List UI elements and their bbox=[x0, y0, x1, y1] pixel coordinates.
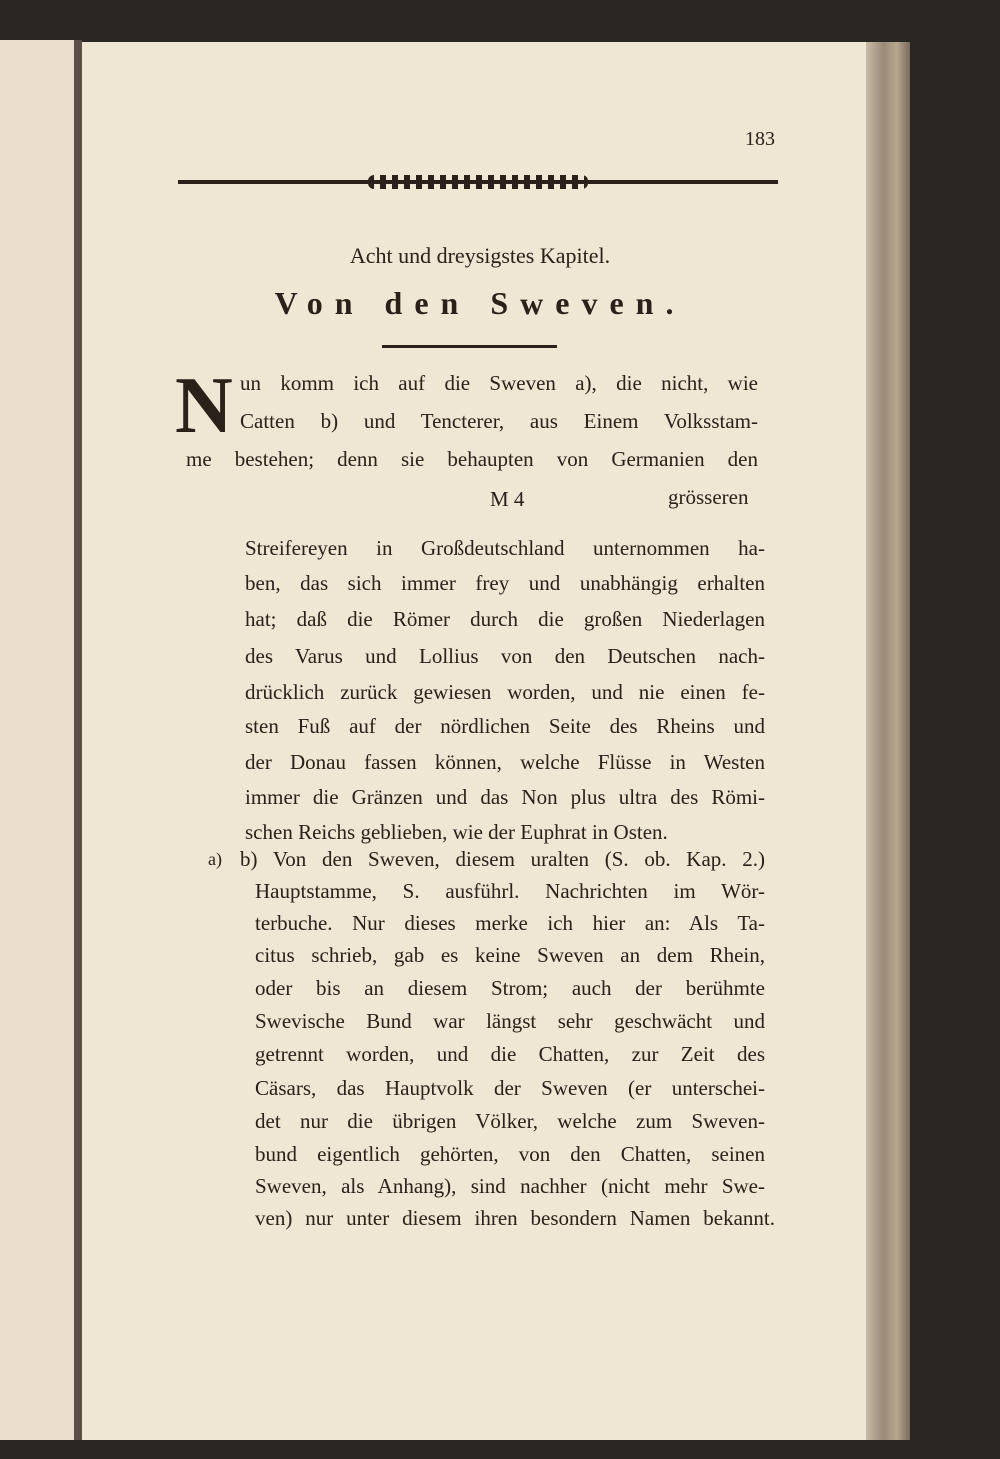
text-line: drücklich zurück gewiesen worden, und nie einen fe- bbox=[245, 680, 765, 704]
catchword: grösseren bbox=[668, 485, 749, 509]
page-edges bbox=[866, 42, 910, 1440]
text-line: der Donau fassen können, welche Flüsse in Westen bbox=[245, 750, 765, 774]
text-line: immer die Gränzen und das Non plus ultra des Römi- bbox=[245, 785, 765, 809]
text-line: Catten b) und Tencterer, aus Einem Volksstam- bbox=[240, 409, 758, 433]
text-line: hat; daß die Römer durch die großen Niederlagen bbox=[245, 607, 765, 631]
footnote-line: Cäsars, das Hauptvolk der Sweven (er unterschei- bbox=[255, 1076, 765, 1100]
footnote-line: getrennt worden, und die Chatten, zur Zeit des bbox=[255, 1042, 765, 1066]
page-number: 183 bbox=[745, 128, 775, 150]
footnote-line: Swevische Bund war längst sehr geschwächt und bbox=[255, 1009, 765, 1033]
footnote-line: b) Von den Sweven, diesem uralten (S. ob. Kap. 2.) bbox=[240, 847, 765, 871]
header-ornament bbox=[178, 175, 778, 189]
text-line: sten Fuß auf der nördlichen Seite des Rheins und bbox=[245, 714, 765, 738]
footnote-line: bund eigentlich gehörten, von den Chatten, seinen bbox=[255, 1142, 765, 1166]
footnote-line: det nur die übrigen Völker, welche zum Sweven- bbox=[255, 1109, 765, 1133]
chapter-heading: Acht und dreysigstes Kapitel. bbox=[349, 243, 611, 268]
chapter-title: Von den Sweven. bbox=[274, 285, 686, 321]
footnote-line: ven) nur unter diesem ihren besondern Namen bekannt. bbox=[255, 1206, 775, 1230]
footnote-line: Hauptstamme, S. ausführl. Nachrichten im Wör- bbox=[255, 879, 765, 903]
text-line: des Varus und Lollius von den Deutschen nach- bbox=[245, 644, 765, 668]
text-line: me bestehen; denn sie behaupten von Germanien den bbox=[186, 447, 758, 471]
book-gutter bbox=[74, 40, 82, 1440]
drop-cap: N bbox=[175, 362, 233, 450]
text-line: ben, das sich immer frey und unabhängig erhalten bbox=[245, 571, 765, 595]
footnote-line: terbuche. Nur dieses merke ich hier an: Als Ta- bbox=[255, 911, 765, 935]
footnote-line: Sweven, als Anhang), sind nachher (nicht mehr Swe- bbox=[255, 1174, 765, 1198]
title-rule bbox=[382, 345, 557, 348]
signature-mark: M 4 bbox=[490, 487, 525, 511]
text-line: Streifereyen in Großdeutschland unternommen ha- bbox=[245, 536, 765, 560]
footnote-line: oder bis an diesem Strom; auch der berühmte bbox=[255, 976, 765, 1000]
footnote-line: citus schrieb, gab es keine Sweven an dem Rhein, bbox=[255, 943, 765, 967]
text-line: un komm ich auf die Sweven a), die nicht, wie bbox=[240, 371, 758, 395]
text-line: schen Reichs geblieben, wie der Euphrat in Osten. bbox=[245, 820, 668, 844]
footnote-marker: a) bbox=[208, 849, 222, 869]
facing-page bbox=[0, 40, 78, 1440]
